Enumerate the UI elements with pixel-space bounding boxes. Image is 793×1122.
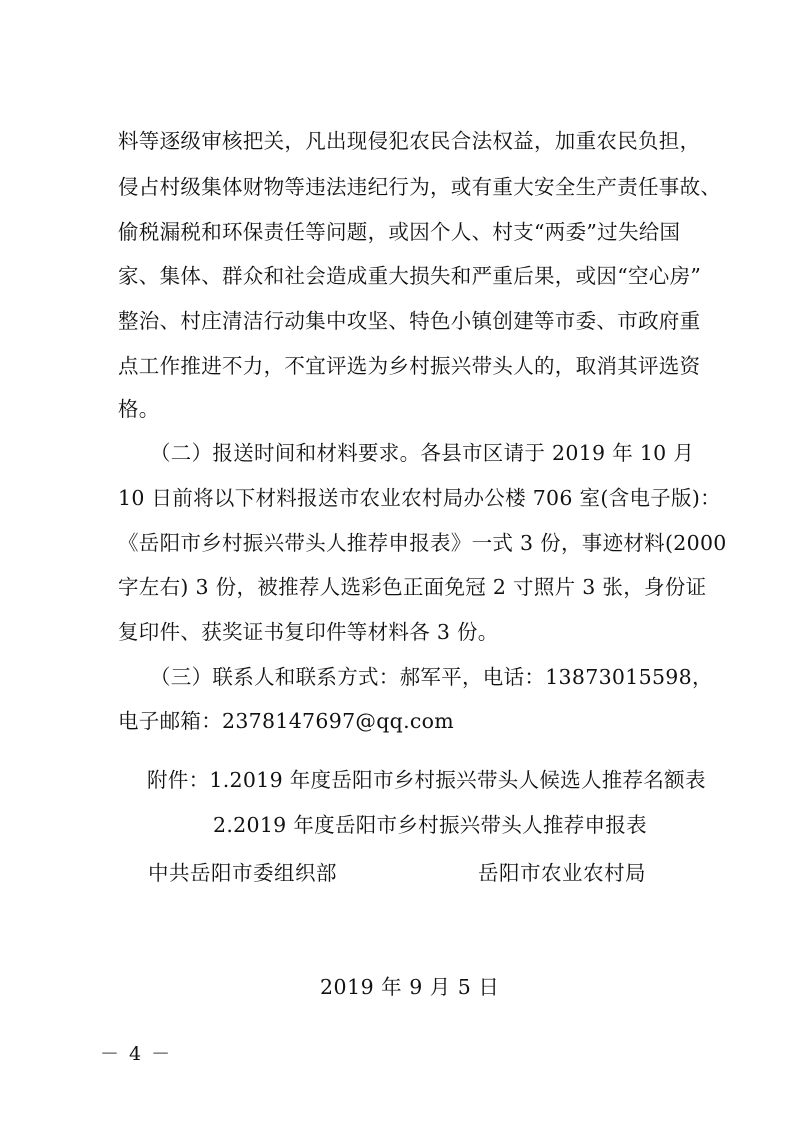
body-line-12: 复印件、获奖证书复印件等材料各 3 份。 <box>118 620 499 644</box>
signature-org-right: 岳阳市农业农村局 <box>478 861 646 885</box>
body-line-3: 偷税漏税和环保责任等问题，或因个人、村支“两委”过失给国 <box>118 220 681 244</box>
body-line-1: 料等逐级审核把关，凡出现侵犯农民合法权益，加重农民负担， <box>118 129 701 153</box>
body-line-9: 10 日前将以下材料报送市农业农村局办公楼 706 室(含电子版)： <box>118 486 721 510</box>
section-3-heading: （三）联系人和联系方式：郝军平，电话：13873015598， <box>150 665 713 689</box>
attachment-item-2: 2.2019 年度岳阳市乡村振兴带头人推荐申报表 <box>213 813 647 837</box>
signature-org-left: 中共岳阳市委组织部 <box>148 861 337 885</box>
body-line-6: 点工作推进不力，不宜评选为乡村振兴带头人的，取消其评选资 <box>118 354 701 378</box>
section-2-heading: （二）报送时间和材料要求。各县市区请于 2019 年 10 月 <box>150 441 695 465</box>
email-line: 电子邮箱：2378147697@qq.com <box>118 709 455 733</box>
attachment-item-1: 附件：1.2019 年度岳阳市乡村振兴带头人候选人推荐名额表 <box>147 768 706 792</box>
body-line-11: 字左右) 3 份，被推荐人选彩色正面免冠 2 寸照片 3 张，身份证 <box>118 575 707 599</box>
body-line-7: 格。 <box>118 397 160 421</box>
body-line-2: 侵占村级集体财物等违法违纪行为，或有重大安全生产责任事故、 <box>118 175 722 199</box>
body-line-5: 整治、村庄清洁行动集中攻坚、特色小镇创建等市委、市政府重 <box>118 309 701 333</box>
body-line-4: 家、集体、群众和社会造成重大损失和严重后果，或因“空心房” <box>118 264 702 288</box>
document-date: 2019 年 9 月 5 日 <box>320 975 500 999</box>
body-line-10: 《岳阳市乡村振兴带头人推荐申报表》一式 3 份，事迹材料(2000 <box>118 531 727 555</box>
page-number: － 4 － <box>100 1043 173 1065</box>
